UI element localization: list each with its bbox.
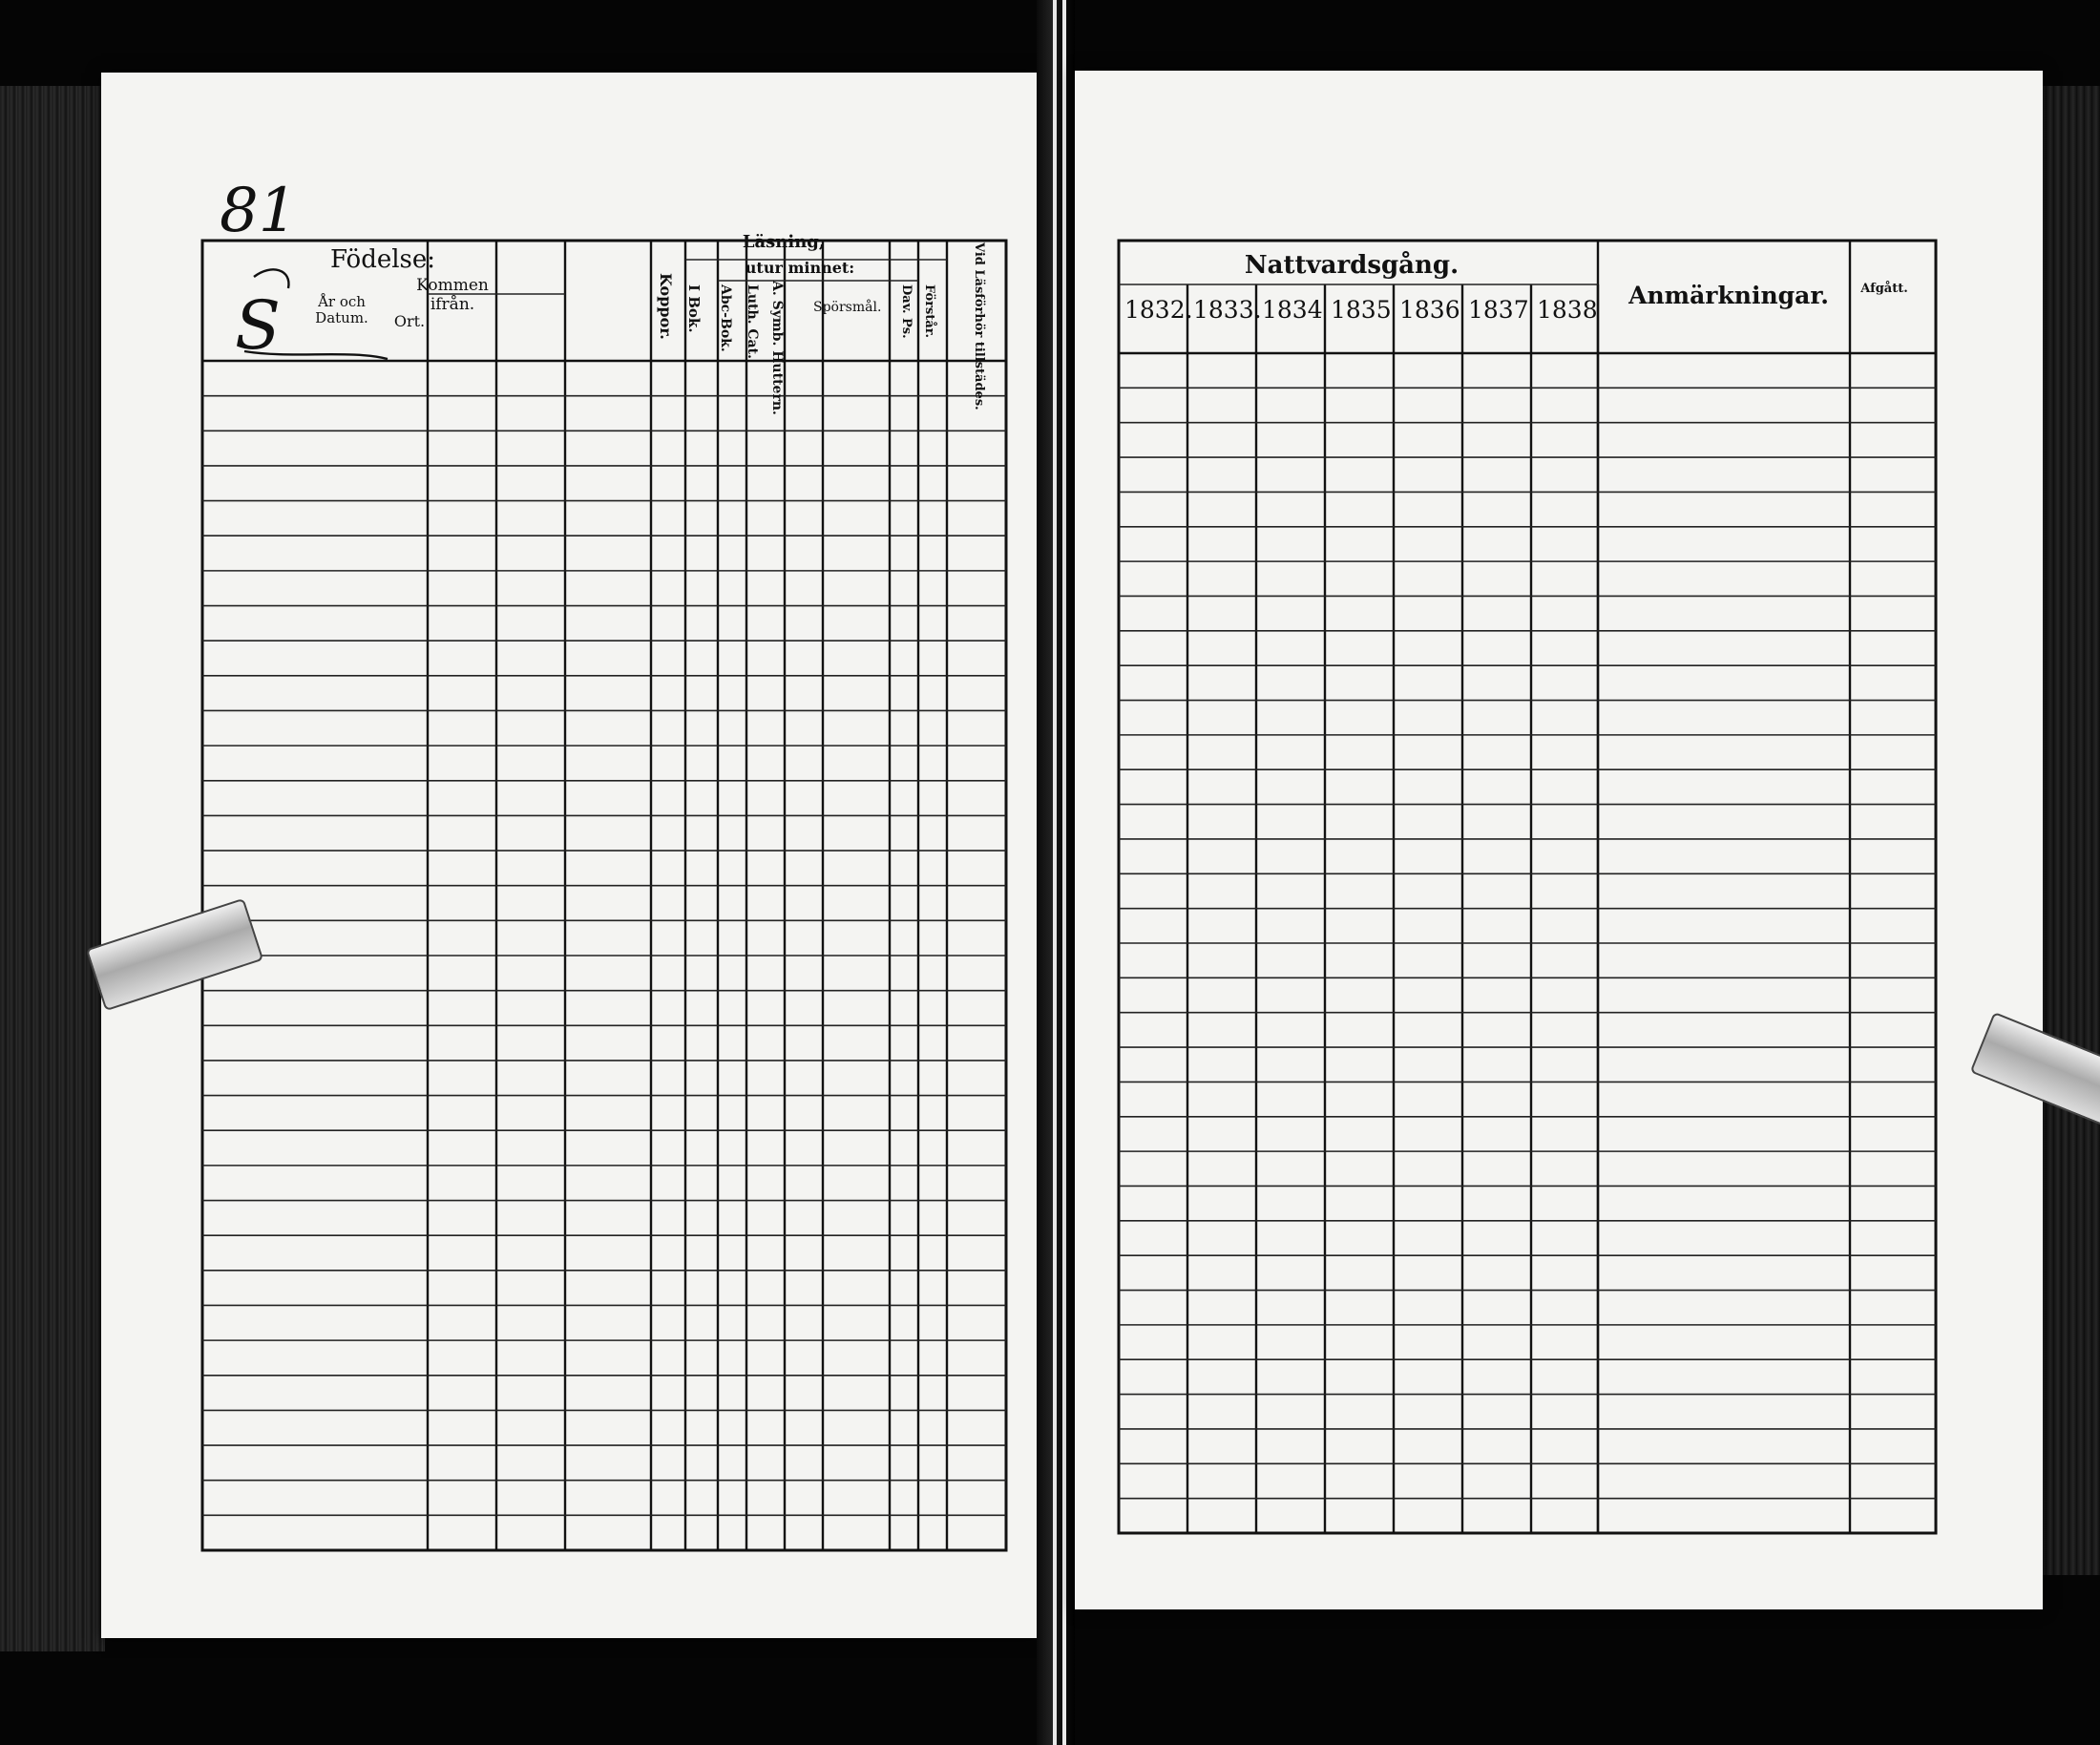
year-label: 1838 [1537, 296, 1598, 324]
header-sporsmal: Spörsmål. [813, 300, 882, 315]
header-ort: Ort. [393, 312, 426, 330]
book-fore-edge-left [0, 86, 105, 1651]
header-koppor: Koppor. [657, 273, 675, 340]
header-luth-cat: Luth. Cat. [745, 284, 760, 359]
header-utur-minnet: utur minnet: [745, 259, 855, 277]
header-fodelse: Födelse: [329, 245, 436, 274]
left-page [101, 73, 1037, 1638]
header-forstar: Förstår. [922, 284, 936, 338]
header-anmarkningar: Anmärkningar. [1628, 282, 1829, 309]
year-label: 1832. [1124, 296, 1193, 324]
header-nattvardsgang: Nattvardsgång. [1244, 251, 1460, 280]
table-frame [1119, 241, 1936, 1533]
binding-thread [1062, 0, 1066, 1745]
header-kommen-ifran: Kommen ifrån. [416, 276, 489, 314]
year-label: 1835 [1331, 296, 1392, 324]
header-dav-ps: Dav. Ps. [899, 284, 914, 339]
header-lasning: Läsning, [742, 232, 826, 252]
right-page [1075, 71, 2043, 1609]
binding-thread [1053, 0, 1057, 1745]
table-frame [202, 241, 1006, 1550]
header-afgatt: Afgått. [1860, 282, 1908, 296]
header-ar-och-datum: År och Datum. [315, 293, 368, 327]
year-label: 1837 [1468, 296, 1529, 324]
year-label: 1833. [1193, 296, 1262, 324]
year-label: 1836 [1399, 296, 1460, 324]
year-label: 1834 [1262, 296, 1323, 324]
page-number: 81 [220, 176, 298, 246]
header-abc-bok: Abc-Bok. [718, 284, 733, 352]
header-vid-lasforhor: Vid Läsförhör tillstädes. [972, 242, 986, 410]
header-symb-huttern: A. Symb. Huttern. [769, 281, 785, 415]
header-i-bok: I Bok. [685, 284, 703, 333]
page-initial: S [235, 286, 281, 365]
